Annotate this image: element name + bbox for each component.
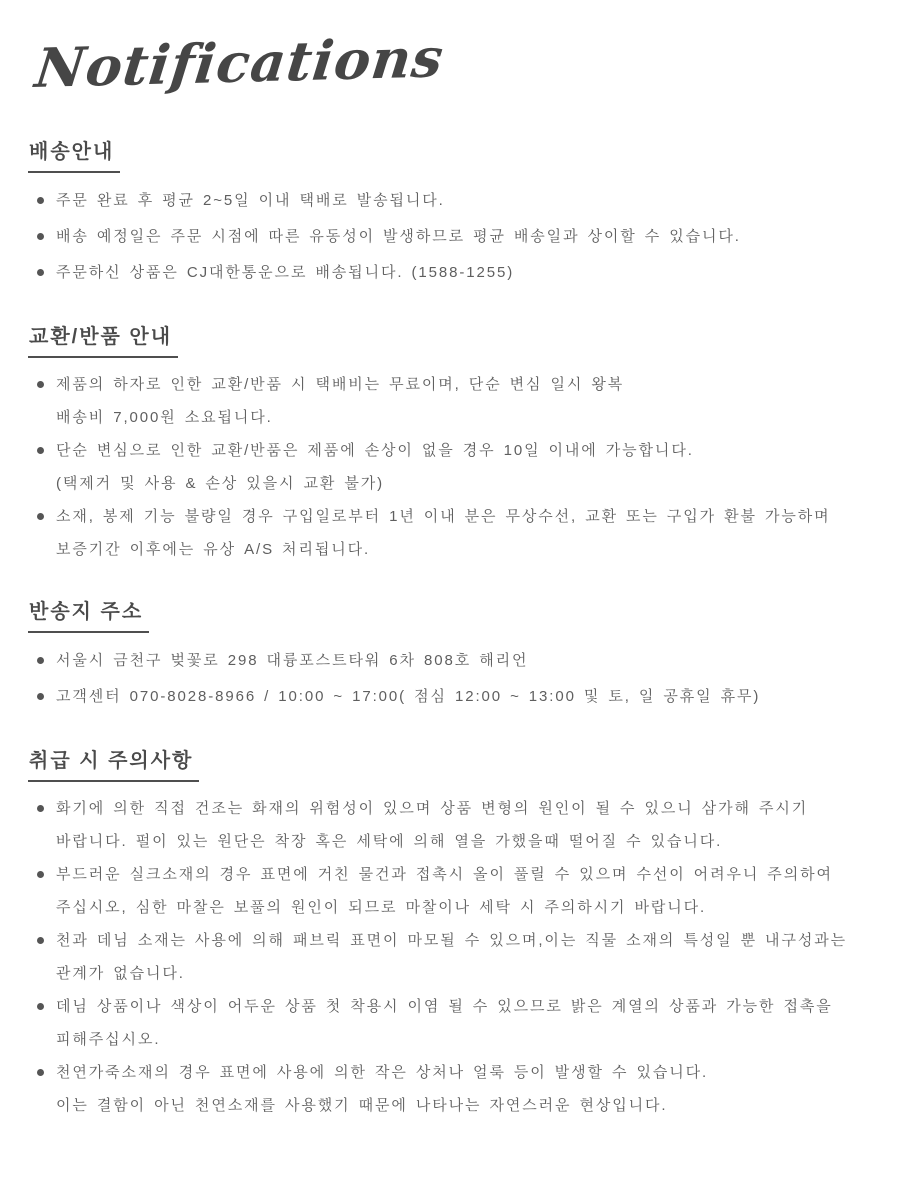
text-line: 서울시 금천구 벚꽃로 298 대륭포스트타워 6차 808호 해리언 — [56, 652, 529, 669]
bullet-dot-icon — [37, 871, 44, 878]
text-line: 부드러운 실크소재의 경우 표면에 거친 물건과 접촉시 올이 풀릴 수 있으며 수선이 어려우니 주의하여 — [56, 866, 833, 883]
text-line: 소재, 봉제 기능 불량일 경우 구입일로부터 1년 이내 분은 무상수선, 교환 또는 구입가 환불 가능하며 — [56, 508, 831, 525]
text-line: 천연가죽소재의 경우 표면에 사용에 의한 작은 상처나 얼룩 등이 발생할 수 있습니다. — [56, 1064, 709, 1081]
bullet-dot-icon — [37, 381, 44, 388]
bullet-list — [28, 643, 870, 715]
text-line: 주문하신 상품은 CJ대한통운으로 배송됩니다. (1588-1255) — [56, 264, 515, 281]
text-line: 데님 상품이나 색상이 어두운 상품 첫 착용시 이염 될 수 있으므로 밝은 계열의 상품과 가능한 접촉을 — [56, 998, 833, 1015]
section-exchange-return-info — [28, 291, 870, 566]
text-line: 피해주십시오. — [56, 1031, 161, 1048]
text-line: 제품의 하자로 인한 교환/반품 시 택배비는 무료이며, 단순 변심 일시 왕복 — [56, 376, 625, 393]
text-line: 주문 완료 후 평균 2~5일 이내 택배로 발송됩니다. — [56, 192, 445, 209]
bullet-dot-icon — [37, 805, 44, 812]
section-handling-precautions — [28, 715, 870, 1122]
list-item — [28, 183, 870, 219]
section-heading-handling-precautions: 취급 시 주의사항 — [28, 749, 199, 782]
text-line: 천과 데님 소재는 사용에 의해 패브릭 표면이 마모될 수 있으며,이는 직물 소재의 특성일 뿐 내구성과는 — [56, 932, 848, 949]
text-line: 바랍니다. 펄이 있는 원단은 착장 혹은 세탁에 의해 열을 가했을때 떨어질 수 있습니다. — [56, 833, 723, 850]
bullet-list — [28, 368, 870, 566]
list-item — [28, 434, 870, 500]
section-shipping-info — [28, 106, 870, 291]
bullet-dot-icon — [37, 937, 44, 944]
text-line: (택제거 및 사용 & 손상 있을시 교환 불가) — [56, 475, 385, 492]
bullet-dot-icon — [37, 513, 44, 520]
list-item — [28, 990, 870, 1056]
list-item — [28, 368, 870, 434]
list-item — [28, 924, 870, 990]
sections-container — [28, 106, 870, 1122]
list-item — [28, 500, 870, 566]
bullet-dot-icon — [37, 693, 44, 700]
text-line: 보증기간 이후에는 유상 A/S 처리됩니다. — [56, 541, 371, 558]
section-heading-exchange-return-info: 교환/반품 안내 — [28, 325, 178, 358]
bullet-list — [28, 183, 870, 291]
section-heading-return-address: 반송지 주소 — [28, 600, 149, 633]
bullet-dot-icon — [37, 657, 44, 664]
bullet-dot-icon — [37, 447, 44, 454]
bullet-list — [28, 792, 870, 1122]
bullet-dot-icon — [37, 1069, 44, 1076]
text-line: 배송 예정일은 주문 시점에 따른 유동성이 발생하므로 평균 배송일과 상이할 수 있습니다. — [56, 228, 741, 245]
section-heading-shipping-info: 배송안내 — [28, 140, 120, 173]
text-line: 관계가 없습니다. — [56, 965, 185, 982]
list-item — [28, 219, 870, 255]
page-title: Notifications — [32, 25, 448, 100]
list-item — [28, 255, 870, 291]
list-item — [28, 792, 870, 858]
bullet-dot-icon — [37, 1003, 44, 1010]
bullet-dot-icon — [37, 197, 44, 204]
text-line: 단순 변심으로 인한 교환/반품은 제품에 손상이 없을 경우 10일 이내에 가능합니다. — [56, 442, 694, 459]
list-item — [28, 679, 870, 715]
list-item — [28, 643, 870, 679]
bullet-dot-icon — [37, 269, 44, 276]
text-line: 이는 결함이 아닌 천연소재를 사용했기 때문에 나타나는 자연스러운 현상입니다. — [56, 1097, 668, 1114]
section-return-address — [28, 566, 870, 715]
list-item — [28, 1056, 870, 1122]
list-item — [28, 858, 870, 924]
text-line: 배송비 7,000원 소요됩니다. — [56, 409, 273, 426]
text-line: 고객센터 070-8028-8966 / 10:00 ~ 17:00( 점심 12:00 ~ 13:00 및 토, 일 공휴일 휴무) — [56, 688, 761, 705]
text-line: 화기에 의한 직접 건조는 화재의 위험성이 있으며 상품 변형의 원인이 될 수 있으니 삼가해 주시기 — [56, 800, 809, 817]
bullet-dot-icon — [37, 233, 44, 240]
text-line: 주십시오, 심한 마찰은 보풀의 원인이 되므로 마찰이나 세탁 시 주의하시기 바랍니다. — [56, 899, 707, 916]
